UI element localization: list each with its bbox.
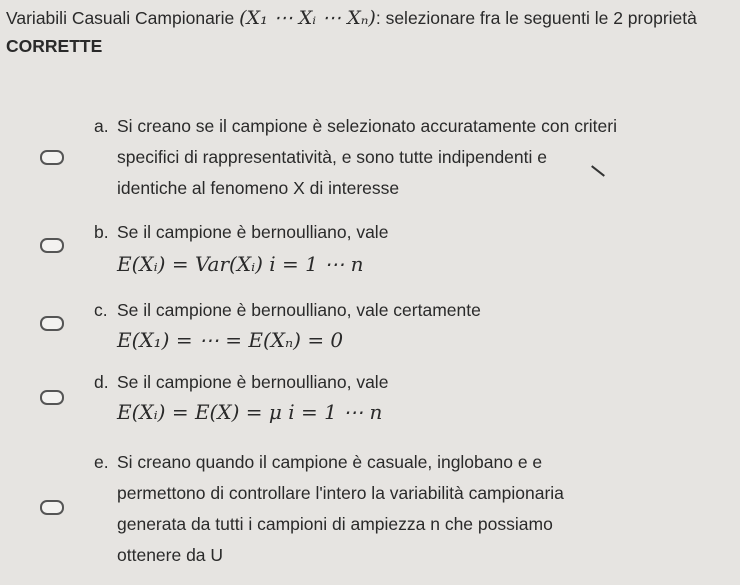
question-suffix: : selezionare fra le seguenti le 2 proprietà [375, 8, 697, 28]
option-e-letter: e. [94, 452, 109, 472]
option-e-line-2: permettono di controllare l'intero la variabilità campionaria [117, 483, 564, 503]
option-b-text: Se il campione è bernoulliano, vale [117, 222, 389, 242]
option-b-letter: b. [94, 222, 109, 242]
option-d-text: Se il campione è bernoulliano, vale [117, 372, 389, 392]
option-a-line-1: Si creano se il campione è selezionato accuratamente con criteri [117, 116, 617, 136]
option-d-letter: d. [94, 372, 109, 392]
option-b-formula: E(Xᵢ) = Var(Xᵢ) i = 1 ⋯ n [117, 252, 364, 276]
option-a-letter: a. [94, 116, 109, 136]
option-a-line-3: identiche al fenomeno X di interesse [117, 178, 400, 198]
question-text [6, 4, 726, 60]
option-a-radio[interactable] [40, 150, 64, 165]
option-e-line-4: ottenere da U [117, 545, 224, 565]
option-d-radio[interactable] [40, 390, 64, 405]
option-e-radio[interactable] [40, 500, 64, 515]
option-a-line-2: specifici di rappresentatività, e sono tutte indipendenti e [117, 147, 547, 167]
option-d-formula: E(Xᵢ) = E(X) = μ i = 1 ⋯ n [117, 400, 383, 424]
option-c-formula: E(X₁) = ⋯ = E(Xₙ) = 0 [117, 328, 344, 352]
question-emphasis: CORRETTE [6, 36, 103, 56]
question-formula: (X₁ ⋯ Xᵢ ⋯ Xₙ) [239, 7, 376, 29]
option-e-line-1: Si creano quando il campione è casuale, inglobano e e [117, 452, 543, 472]
question-prefix: Variabili Casuali Campionarie [6, 8, 235, 28]
option-b-radio[interactable] [40, 238, 64, 253]
option-e-line-3: generata da tutti i campioni di ampiezza n che possiamo [117, 514, 553, 534]
option-c-text: Se il campione è bernoulliano, vale certamente [117, 300, 481, 320]
option-c-radio[interactable] [40, 316, 64, 331]
option-c-letter: c. [94, 300, 108, 320]
